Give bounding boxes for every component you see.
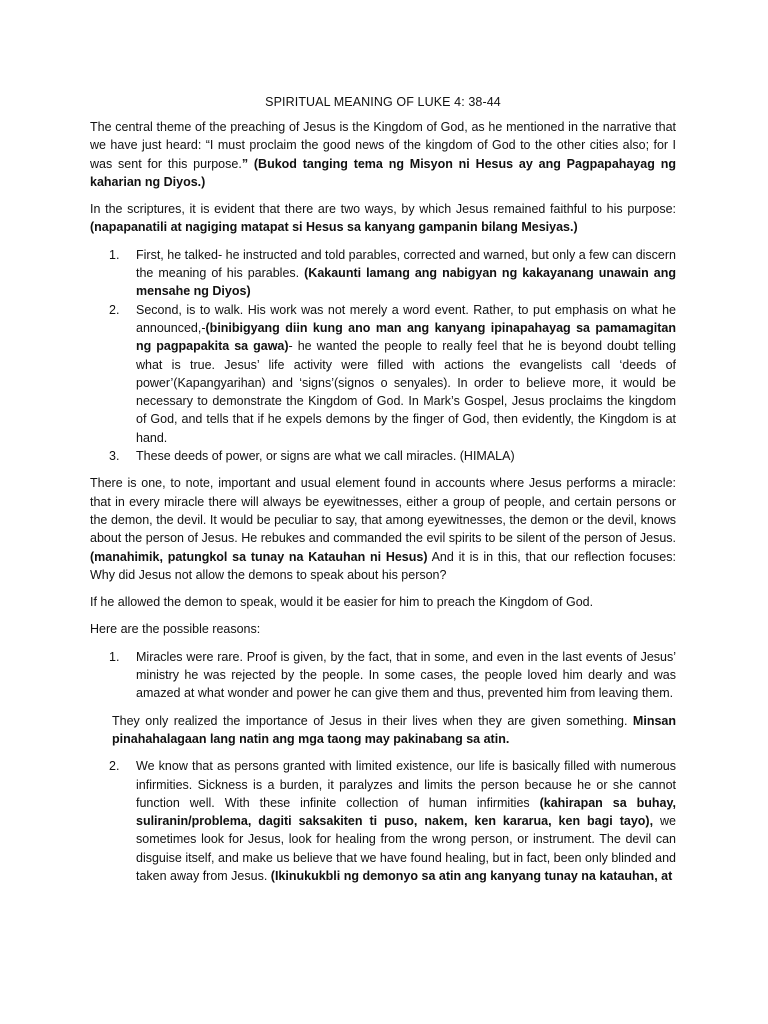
paragraph-reasons-intro: Here are the possible reasons: xyxy=(90,622,261,637)
list-bold-text: (binibigyang diin kung ano man ang kanyang ipinapahayag sa pamamagitan ng pagpapakita sa gawa) xyxy=(136,320,676,354)
paragraph-text: They only realized the importance of Jesus in their lives when they are given something. xyxy=(112,713,628,728)
list-number: 3. xyxy=(109,449,120,464)
reasons-list xyxy=(90,648,676,703)
list-bold-text: (kahirapan sa buhay, suliranin/problema, dagiti saksakiten ti puso, nakem, ken kararua, ken bagi tayo), xyxy=(136,795,676,829)
list-item xyxy=(90,246,676,301)
paragraph-central-theme xyxy=(90,118,676,191)
list-text-continued: - he wanted the people to really feel that he is beyond doubt telling what is true. Jesus’ life activity were filled with actions the evangelists call ‘deeds of power’(Kapangyarihan) and ‘signs’(signos o senyales). In order to believe more, it would be necessary to demonstrate the Kingdom of God. In Mark’s Gospel, Jesus proclaims the kingdom of God, and tells that if he expels demons by the finger of God, then evidently, the Kingdom is at hand. xyxy=(136,339,676,445)
list-bold-text-final: (Ikinukukbli ng demonyo sa atin ang kanyang tunay na katauhan, at xyxy=(267,868,673,883)
list-text: We know that as persons granted with limited existence, our life is basically filled with numerous infirmities. Sickness is a burden, it paralyzes and limits the person because he or she cannot function well. With these infinite collection of human infirmities xyxy=(136,759,676,810)
list-item xyxy=(90,447,676,465)
list-text: First, he talked- he instructed and told parables, corrected and warned, but only a few can discern the meaning of his parables. xyxy=(136,247,676,281)
paragraph-bold-text: (manahimik, patungkol sa tunay na Katauhan ni Hesus) xyxy=(90,549,428,564)
list-text-continued: we sometimes look for Jesus, look for healing from the wrong person, or instrument. The devil can disguise itself, and make us believe that we have found healing, but in fact, been only blinded and taken away from Jesus. xyxy=(136,814,676,883)
paragraph-text: The central theme of the preaching of Jesus is the Kingdom of God, as he mentioned in the narrative that we have just heard: “I must proclaim the good news of the kingdom of God to the other cities also; for I was sent for this purpose. xyxy=(90,120,676,171)
ways-list xyxy=(90,246,676,466)
list-number: 2. xyxy=(109,759,120,774)
list-text: Second, is to walk. His work was not merely a word event. Rather, to put emphasis on what he announced,- xyxy=(136,302,676,335)
paragraph-bold-text: Minsan pinahahalagaan lang natin ang mga taong may pakinabang sa atin. xyxy=(112,713,676,746)
paragraph-eyewitnesses xyxy=(90,474,676,584)
document-title: SPIRITUAL MEANING OF LUKE 4: 38-44 xyxy=(265,95,501,109)
list-item xyxy=(90,648,676,703)
paragraph-text: There is one, to note, important and usual element found in accounts where Jesus performs a miracle: that in every miracle there will always be eyewitnesses, either a group of people, and certain persons or the demon, the devil. It would be peculiar to say, that among eyewitnesses, the demon or the devil, knows about the person of Jesus. He rebukes and commanded the evil spirits to be silent of the person of Jesus. xyxy=(90,476,676,546)
paragraph-importance xyxy=(90,712,676,749)
paragraph-two-ways xyxy=(90,200,676,237)
paragraph-text-continued: And it is in this, that our reflection focuses: Why did Jesus not allow the demons to speak about his person? xyxy=(90,549,676,582)
list-number: 2. xyxy=(109,302,120,317)
list-text: Miracles were rare. Proof is given, by the fact, that in some, and even in the last events of Jesus’ ministry he was rejected by the people. In some cases, the people loved him dearly and was amazed at what wonder and power he can give them and thus, prevented him from leaving them. xyxy=(136,649,676,701)
paragraph-bold-text: (napapanatili at nagiging matapat si Hesus sa kanyang gampanin bilang Mesiyas.) xyxy=(90,220,578,235)
reasons-list-continued xyxy=(90,757,676,885)
paragraph-text: In the scriptures, it is evident that there are two ways, by which Jesus remained faithful to his purpose: xyxy=(90,202,676,217)
list-item xyxy=(90,757,676,885)
paragraph-demon-question: If he allowed the demon to speak, would it be easier for him to preach the Kingdom of God. xyxy=(90,595,594,610)
list-item xyxy=(90,301,676,447)
list-text: These deeds of power, or signs are what we call miracles. (HIMALA) xyxy=(136,449,515,464)
list-number: 1. xyxy=(109,649,120,664)
list-bold-text: (Kakaunti lamang ang nabigyan ng kakayanang unawain ang mensahe ng Diyos) xyxy=(136,266,676,299)
list-number: 1. xyxy=(109,247,120,262)
paragraph-bold-text: ” (Bukod tanging tema ng Misyon ni Hesus ay ang Pagpapahayag ng kaharian ng Diyos.) xyxy=(90,156,676,189)
